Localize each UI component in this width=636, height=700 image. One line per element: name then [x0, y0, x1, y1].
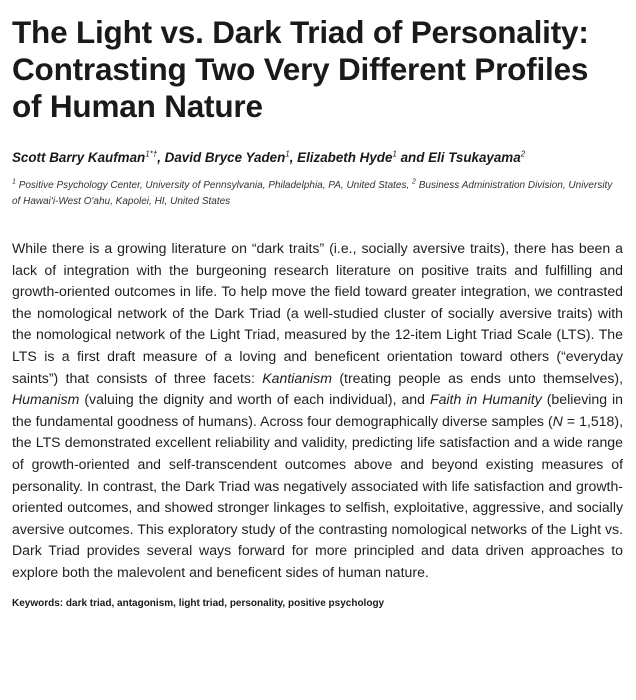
author-name: Elizabeth Hyde	[297, 150, 393, 165]
author-separator: ,	[289, 150, 298, 165]
author-name: David Bryce Yaden	[164, 150, 286, 165]
author-separator: and	[396, 150, 429, 165]
affiliation-mark: 1	[12, 178, 16, 186]
article-title: The Light vs. Dark Triad of Personality: Contrasting Two Very Different Profiles of Human Nature	[12, 14, 589, 124]
abstract-text: (believing in the fundamental goodness of humans). Across four demographically diverse samples (	[12, 391, 623, 429]
affiliation-text: Business Administration Division, University of Hawai'i-West O'ahu, Kapolei, HI, United States	[12, 180, 613, 207]
abstract-text: While there is a growing literature on “dark traits” (i.e., socially aversive traits), there has been a lack of integration with the burgeoning research literature on positive traits and fulfilling and growth-oriented outcomes in life. To help move the field toward greater integration, we contrasted the nomological network of the Dark Triad (a well-studied cluster of socially aversive traits) with the nomological network of the Light Triad, measured by the 12-item Light Triad Scale (LTS). The LTS is a first draft measure of a loving and beneficent orientation toward others (“everyday saints”) that consists of three facets:	[12, 240, 623, 386]
affiliations	[12, 178, 622, 210]
author-affiliation-mark: 1	[392, 149, 397, 159]
author-separator: ,	[157, 150, 165, 165]
author-name: Scott Barry Kaufman	[12, 150, 146, 165]
affiliation-mark: 2	[412, 178, 416, 186]
abstract-term-faith-in-humanity: Faith in Humanity	[429, 391, 542, 408]
abstract-text: (valuing the dignity and worth of each individual), and	[79, 391, 430, 408]
abstract-text: (treating people as ends unto themselves),	[331, 369, 623, 386]
keywords: Keywords: dark triad, antagonism, light triad, personality, positive psychology	[12, 597, 385, 609]
author-affiliation-mark: 1	[285, 149, 290, 159]
author-affiliation-mark: 2	[520, 149, 526, 159]
author-list	[12, 149, 624, 167]
abstract-term-humanism: Humanism	[12, 391, 80, 408]
sample-size-symbol: N	[552, 412, 563, 429]
abstract	[12, 238, 623, 584]
abstract-term-kantianism: Kantianism	[262, 369, 332, 386]
affiliation-text: Positive Psychology Center, University of Pennsylvania, Philadelphia, PA, United States,	[18, 180, 410, 191]
author-name: Eli Tsukayama	[428, 150, 521, 165]
author-affiliation-mark: 1*†	[145, 149, 158, 159]
abstract-text: = 1,518), the LTS demonstrated excellent reliability and validity, predicting life satisfaction and a wide range of growth-oriented and self-transcendent outcomes above and beyond existing measures of personality. In contrast, the Dark Triad was negatively associated with life satisfaction and growth-oriented outcomes, and showed stronger linkages to selfish, exploitative, aggressive, and socially aversive outcomes. This exploratory study of the contrasting nomological networks of the Light vs. Dark Triad provides several ways forward for more principled and data driven approaches to explore both the malevolent and beneficent sides of human nature.	[12, 412, 623, 580]
